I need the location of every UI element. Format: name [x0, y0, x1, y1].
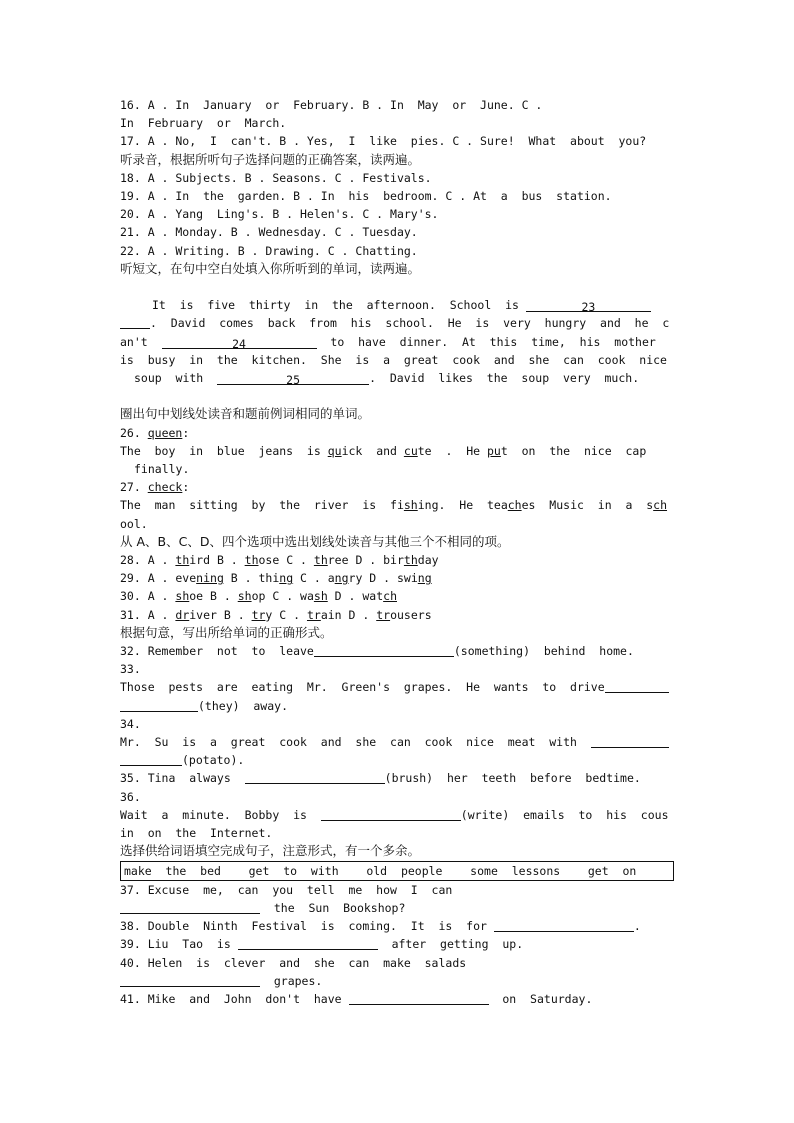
blank-35[interactable] — [245, 770, 385, 784]
blank-23[interactable]: 23 — [526, 298, 651, 312]
option-a-sound[interactable]: ning — [196, 571, 224, 586]
sentence-text: te . He — [417, 443, 487, 458]
option-b-sound[interactable]: ng — [279, 571, 294, 586]
question-text: the Sun Bookshop? — [273, 900, 406, 915]
sentence-text: es Music in a s — [521, 498, 654, 513]
option-text: ird B . — [189, 553, 245, 568]
sentence-text: ing. He tea — [417, 498, 508, 513]
blank-33-cont[interactable] — [120, 698, 198, 712]
question-30 — [120, 587, 674, 605]
instruction-form: 根据句意，写出所给单词的正确形式。 — [120, 624, 333, 640]
underlined-sound[interactable]: pu — [487, 443, 501, 458]
option-b-sound[interactable]: sh — [237, 589, 252, 604]
blank-40[interactable] — [120, 973, 260, 987]
underlined-sound[interactable]: cu — [403, 443, 418, 458]
question-17: 17. A . No, I can't. B . Yes, I like pies. C . Sure! What about you? — [120, 134, 647, 149]
instruction-different: 从 A、B、C、D、四个选项中选出划线处读音与其他三个不相同的项。 — [120, 533, 510, 549]
question-text: (write) emails to his cous — [460, 807, 669, 822]
question-text: grapes. — [273, 973, 323, 988]
option-c-sound[interactable]: sh — [313, 589, 328, 604]
option-text: D . wat — [327, 589, 384, 604]
question-37: 37. Excuse me, can you tell me how I can — [120, 882, 453, 897]
option-d-sound[interactable]: ng — [417, 571, 432, 586]
question-27-cont: ool. — [120, 516, 148, 531]
question-text: 38. Double Ninth Festival is coming. It is for — [120, 919, 487, 934]
question-text: 39. Liu Tao is — [120, 937, 231, 952]
question-31 — [120, 606, 674, 624]
question-36-cont: in on the Internet. — [120, 826, 273, 841]
question-29 — [120, 569, 674, 587]
passage-text: It is five thirty in the afternoon. School is — [152, 298, 519, 313]
question-text: Those pests are eating Mr. Green's grapes. He wants to drive — [120, 680, 605, 695]
question-number: 29. A . eve — [120, 571, 197, 586]
sentence-text: t on the nice cap — [500, 443, 647, 458]
instruction-answer: 听录音，根据所听句子选择问题的正确答案，读两遍。 — [120, 151, 421, 167]
question-text: (brush) her teeth before bedtime. — [384, 771, 641, 786]
question-20: 20. A . Yang Ling's. B . Helen's. C . Mary's. — [120, 207, 439, 222]
question-28 — [120, 551, 674, 569]
question-40: 40. Helen is clever and she can make salads — [120, 955, 467, 970]
option-text: C . a — [293, 571, 335, 586]
option-text: op C . wa — [251, 589, 314, 604]
sentence-text: finally. — [134, 462, 190, 477]
question-text: on Saturday. — [502, 991, 593, 1006]
question-41 — [120, 990, 674, 1008]
question-27-header: 27. check: — [120, 480, 190, 495]
blank-34-cont[interactable] — [120, 752, 182, 766]
worksheet-page — [120, 96, 674, 1008]
question-26-header: 26. queen: — [120, 425, 190, 440]
word-box: make the bed get to with old people some lessons get on — [120, 861, 674, 881]
example-word: queen — [147, 425, 183, 440]
question-19: 19. A . In the garden. B . In his bedroom. C . At a bus station. — [120, 189, 612, 204]
question-text: Mr. Su is a great cook and she can cook nice meat with — [120, 735, 577, 750]
passage-line-2 — [120, 314, 674, 332]
passage-line-3 — [120, 333, 674, 351]
question-33-number: 33. — [120, 662, 141, 677]
blank-33[interactable] — [605, 679, 669, 693]
underlined-sound[interactable]: ch — [507, 498, 522, 513]
option-d-sound[interactable]: ch — [383, 589, 397, 604]
option-text: iver B . — [189, 607, 252, 622]
option-c-sound[interactable]: tr — [306, 607, 321, 622]
option-text: ain D . — [320, 607, 377, 622]
option-a-sound[interactable]: dr — [175, 607, 190, 622]
option-text: day — [417, 553, 439, 568]
question-36-number: 36. — [120, 789, 141, 804]
blank-38[interactable] — [494, 918, 634, 932]
blank-32[interactable] — [314, 643, 454, 657]
sentence-text: The man sitting by the river is fi — [120, 498, 404, 513]
blank-36[interactable] — [321, 807, 461, 821]
question-37-cont — [120, 899, 674, 917]
question-35 — [120, 769, 674, 787]
question-16: 16. A . In January or February. B . In May or June. C . — [120, 98, 543, 112]
passage-line-1 — [120, 296, 674, 314]
option-a-sound[interactable]: th — [175, 553, 190, 568]
option-text: ry D . swi — [348, 571, 418, 586]
sentence-text: The boy in blue jeans is — [120, 443, 328, 458]
question-text: (something) behind home. — [453, 644, 634, 659]
question-36 — [120, 806, 674, 824]
blank-23-cont — [120, 315, 150, 329]
blank-39[interactable] — [238, 936, 378, 950]
underlined-sound[interactable]: qu — [327, 443, 342, 458]
blank-34[interactable] — [591, 734, 669, 748]
question-text: (potato). — [182, 753, 245, 768]
blank-24[interactable]: 24 — [162, 335, 317, 349]
question-text: after getting up. — [391, 937, 524, 952]
question-text: Wait a minute. Bobby is — [120, 807, 307, 822]
question-number: 28. A . — [120, 553, 176, 568]
option-text: y C . — [265, 607, 307, 622]
blank-41[interactable] — [349, 991, 489, 1005]
underlined-sound[interactable]: ch — [653, 498, 668, 513]
blank-25[interactable]: 25 — [217, 371, 369, 385]
question-number: 27. — [120, 480, 141, 495]
question-22: 22. A . Writing. B . Drawing. C . Chatting. — [120, 243, 418, 258]
passage-text: to have dinner. At this time, his mother — [330, 334, 656, 349]
question-40-cont — [120, 972, 674, 990]
option-d-sound[interactable]: tr — [376, 607, 391, 622]
passage-line-5 — [120, 369, 674, 387]
question-text: 41. Mike and John don't have — [120, 991, 342, 1006]
passage-text: an't — [120, 334, 148, 349]
question-16-cont: In February or March. — [120, 116, 287, 131]
option-c-sound[interactable]: th — [313, 553, 328, 568]
example-word: check — [147, 480, 183, 495]
option-a-sound[interactable]: sh — [175, 589, 190, 604]
question-26-cont — [120, 460, 674, 478]
question-34 — [120, 733, 674, 751]
question-34-number: 34. — [120, 716, 141, 731]
passage-line-4: is busy in the kitchen. She is a great cook and she can cook nice — [120, 352, 667, 367]
option-text: ree D . bir — [327, 553, 404, 568]
question-text: . — [633, 919, 641, 934]
option-b-sound[interactable]: th — [244, 553, 259, 568]
passage-text: . David comes back from his school. He is very hungry and he c — [150, 316, 670, 331]
question-text: 35. Tina always — [120, 771, 231, 786]
underlined-sound[interactable]: sh — [403, 498, 418, 513]
instruction-choose: 选择供给词语填空完成句子，注意形式，有一个多余。 — [120, 843, 421, 859]
option-text: ousers — [390, 607, 432, 622]
question-33-cont — [120, 697, 674, 715]
question-32 — [120, 642, 674, 660]
passage-text: . David likes the soup very much. — [369, 371, 640, 386]
question-number: 31. A . — [120, 607, 176, 622]
question-21: 21. A . Monday. B . Wednesday. C . Tuesday. — [120, 225, 418, 240]
option-text: B . thi — [223, 571, 280, 586]
option-text: oe B . — [189, 589, 238, 604]
question-text: (they) away. — [198, 698, 289, 713]
question-text: 32. Remember not to leave — [120, 644, 314, 659]
question-34-cont — [120, 751, 674, 769]
option-c-sound[interactable]: ng — [334, 571, 349, 586]
question-number: 30. A . — [120, 589, 176, 604]
instruction-passage: 听短文，在句中空白处填入你所听到的单词，读两遍。 — [120, 260, 421, 276]
option-text: ose C . — [258, 553, 314, 568]
instruction-circle: 圈出句中划线处读音和题前例词相同的单词。 — [120, 406, 371, 422]
question-27-sentence — [120, 496, 674, 514]
option-d-sound[interactable]: th — [403, 553, 418, 568]
passage-text: soup with — [134, 371, 204, 386]
question-18: 18. A . Subjects. B . Seasons. C . Festivals. — [120, 170, 432, 185]
question-number: 26. — [120, 425, 141, 440]
sentence-text: ick and — [341, 443, 404, 458]
option-b-sound[interactable]: tr — [251, 607, 266, 622]
question-33 — [120, 678, 674, 696]
question-26-sentence — [120, 442, 674, 460]
blank-37[interactable] — [120, 900, 260, 914]
question-39 — [120, 935, 674, 953]
question-38 — [120, 917, 674, 935]
